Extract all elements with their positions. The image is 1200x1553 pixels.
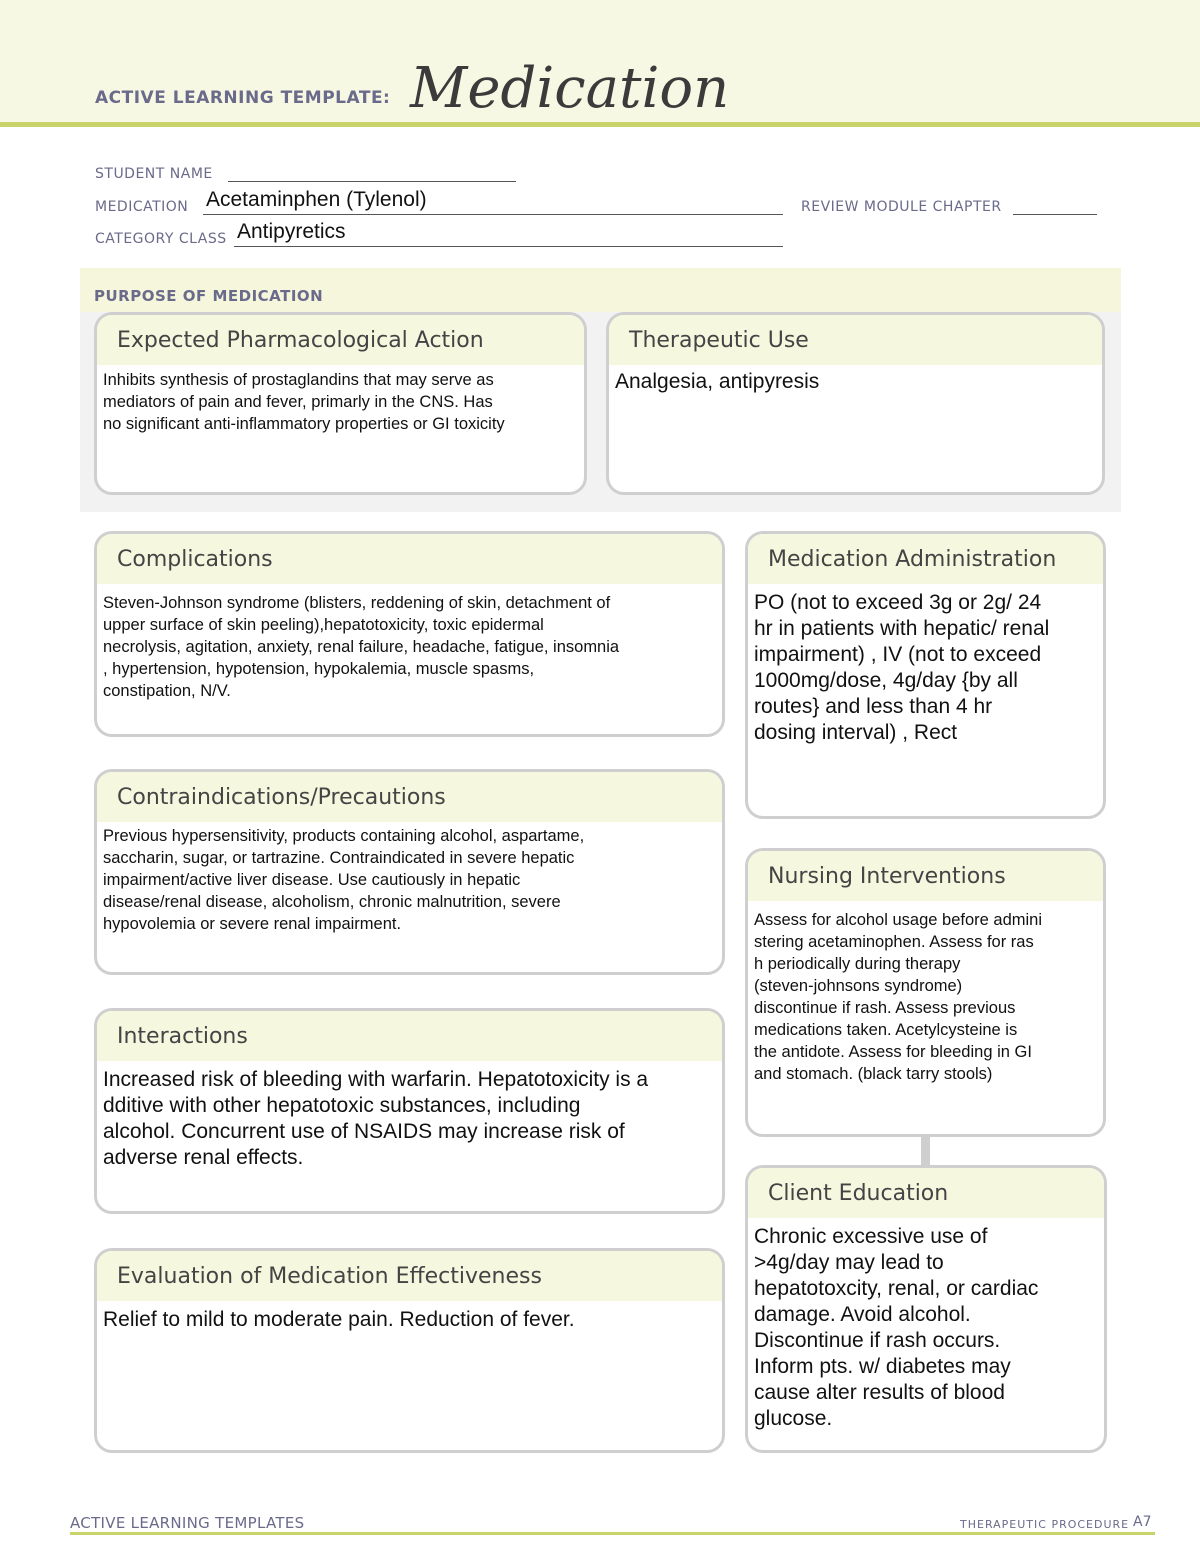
- client-education-card: [745, 1165, 1107, 1453]
- nursing-interventions-card: [745, 848, 1106, 1137]
- footer-page-number: A7: [1133, 1514, 1152, 1530]
- complications-title: Complications: [97, 534, 722, 584]
- evaluation-card: [94, 1248, 725, 1453]
- expected-action-text: Inhibits synthesis of prostaglandins that may serve as mediators of pain and fever, primarly in the CNS. Has no significant anti-inflammatory properties or GI toxicity: [103, 371, 505, 433]
- interactions-text: Increased risk of bleeding with warfarin. Hepatotoxicity is a dditive with other hepatotoxic substances, including alcohol. Concurrent use of NSAIDS may increase risk of adverse renal effects.: [103, 1068, 649, 1169]
- student-name-label: STUDENT NAME: [95, 166, 213, 182]
- therapeutic-use-text: Analgesia, antipyresis: [615, 370, 820, 393]
- medication-line: [203, 214, 783, 215]
- client-education-title: Client Education: [748, 1168, 1104, 1218]
- footer-left-label: ACTIVE LEARNING TEMPLATES: [70, 1514, 305, 1532]
- review-module-line: [1013, 214, 1097, 215]
- complications-text: Steven-Johnson syndrome (blisters, reddening of skin, detachment of upper surface of skin peeling),hepatotoxicity, toxic epidermal necrolysis, agitation, anxiety, renal failure, headache, fatigue, insomnia , hypertension, hypotension, hypokalemia, muscle spasms, constipation, N/V.: [103, 594, 620, 700]
- therapeutic-use-card: [606, 312, 1105, 495]
- review-module-label: REVIEW MODULE CHAPTER: [801, 199, 1002, 215]
- interactions-card: [94, 1008, 725, 1214]
- contraindications-text: Previous hypersensitivity, products containing alcohol, aspartame, saccharin, sugar, or tartrazine. Contraindicated in severe hepatic impairment/active liver disease. Use cautiously in hepatic disease/renal disease, alcoholism, chronic malnutrition, severe hypovolemia or severe renal impairment.: [103, 827, 585, 933]
- footer-divider: [70, 1532, 1155, 1535]
- student-name-line: [228, 181, 516, 182]
- therapeutic-use-title: Therapeutic Use: [609, 315, 1102, 365]
- purpose-title: PURPOSE OF MEDICATION: [94, 287, 324, 305]
- complications-card: [94, 531, 725, 737]
- medication-administration-card: [745, 531, 1106, 819]
- evaluation-text: Relief to mild to moderate pain. Reduction of fever.: [103, 1308, 575, 1331]
- medication-value: Acetaminphen (Tylenol): [206, 188, 427, 211]
- expected-action-card: [94, 312, 587, 495]
- category-class-value: Antipyretics: [237, 220, 346, 243]
- medication-administration-text: PO (not to exceed 3g or 2g/ 24 hr in patients with hepatic/ renal impairment) , IV (not to exceed 1000mg/dose, 4g/day {by all routes} and less than 4 hr dosing interval) , Rect: [754, 591, 1050, 744]
- template-prefix: ACTIVE LEARNING TEMPLATE:: [95, 88, 391, 108]
- evaluation-title: Evaluation of Medication Effectiveness: [97, 1251, 722, 1301]
- category-class-line: [234, 246, 783, 247]
- contraindications-title: Contraindications/Precautions: [97, 772, 722, 822]
- header-divider: [0, 122, 1200, 127]
- medication-administration-title: Medication Administration: [748, 534, 1103, 584]
- nursing-interventions-text: Assess for alcohol usage before admini stering acetaminophen. Assess for ras h periodically during therapy (steven-johnsons syndrome) discontinue if rash. Assess previous medications taken. Acetylcysteine is the antidote. Assess for bleeding in GI and stomach. (black tarry stools): [754, 911, 1042, 1083]
- page-title: Medication: [410, 56, 730, 121]
- nursing-interventions-title: Nursing Interventions: [748, 851, 1103, 901]
- footer-right-label: THERAPEUTIC PROCEDURE: [960, 1518, 1130, 1531]
- category-class-label: CATEGORY CLASS: [95, 231, 227, 247]
- interactions-title: Interactions: [97, 1011, 722, 1061]
- card-connector: [921, 1135, 930, 1165]
- contraindications-card: [94, 769, 725, 975]
- expected-action-title: Expected Pharmacological Action: [97, 315, 584, 365]
- medication-label: MEDICATION: [95, 199, 189, 215]
- client-education-text: Chronic excessive use of >4g/day may lead to hepatotoxcity, renal, or cardiac damage. Avoid alcohol. Discontinue if rash occurs. Inform pts. w/ diabetes may cause alter results of blood glucose.: [754, 1225, 1039, 1430]
